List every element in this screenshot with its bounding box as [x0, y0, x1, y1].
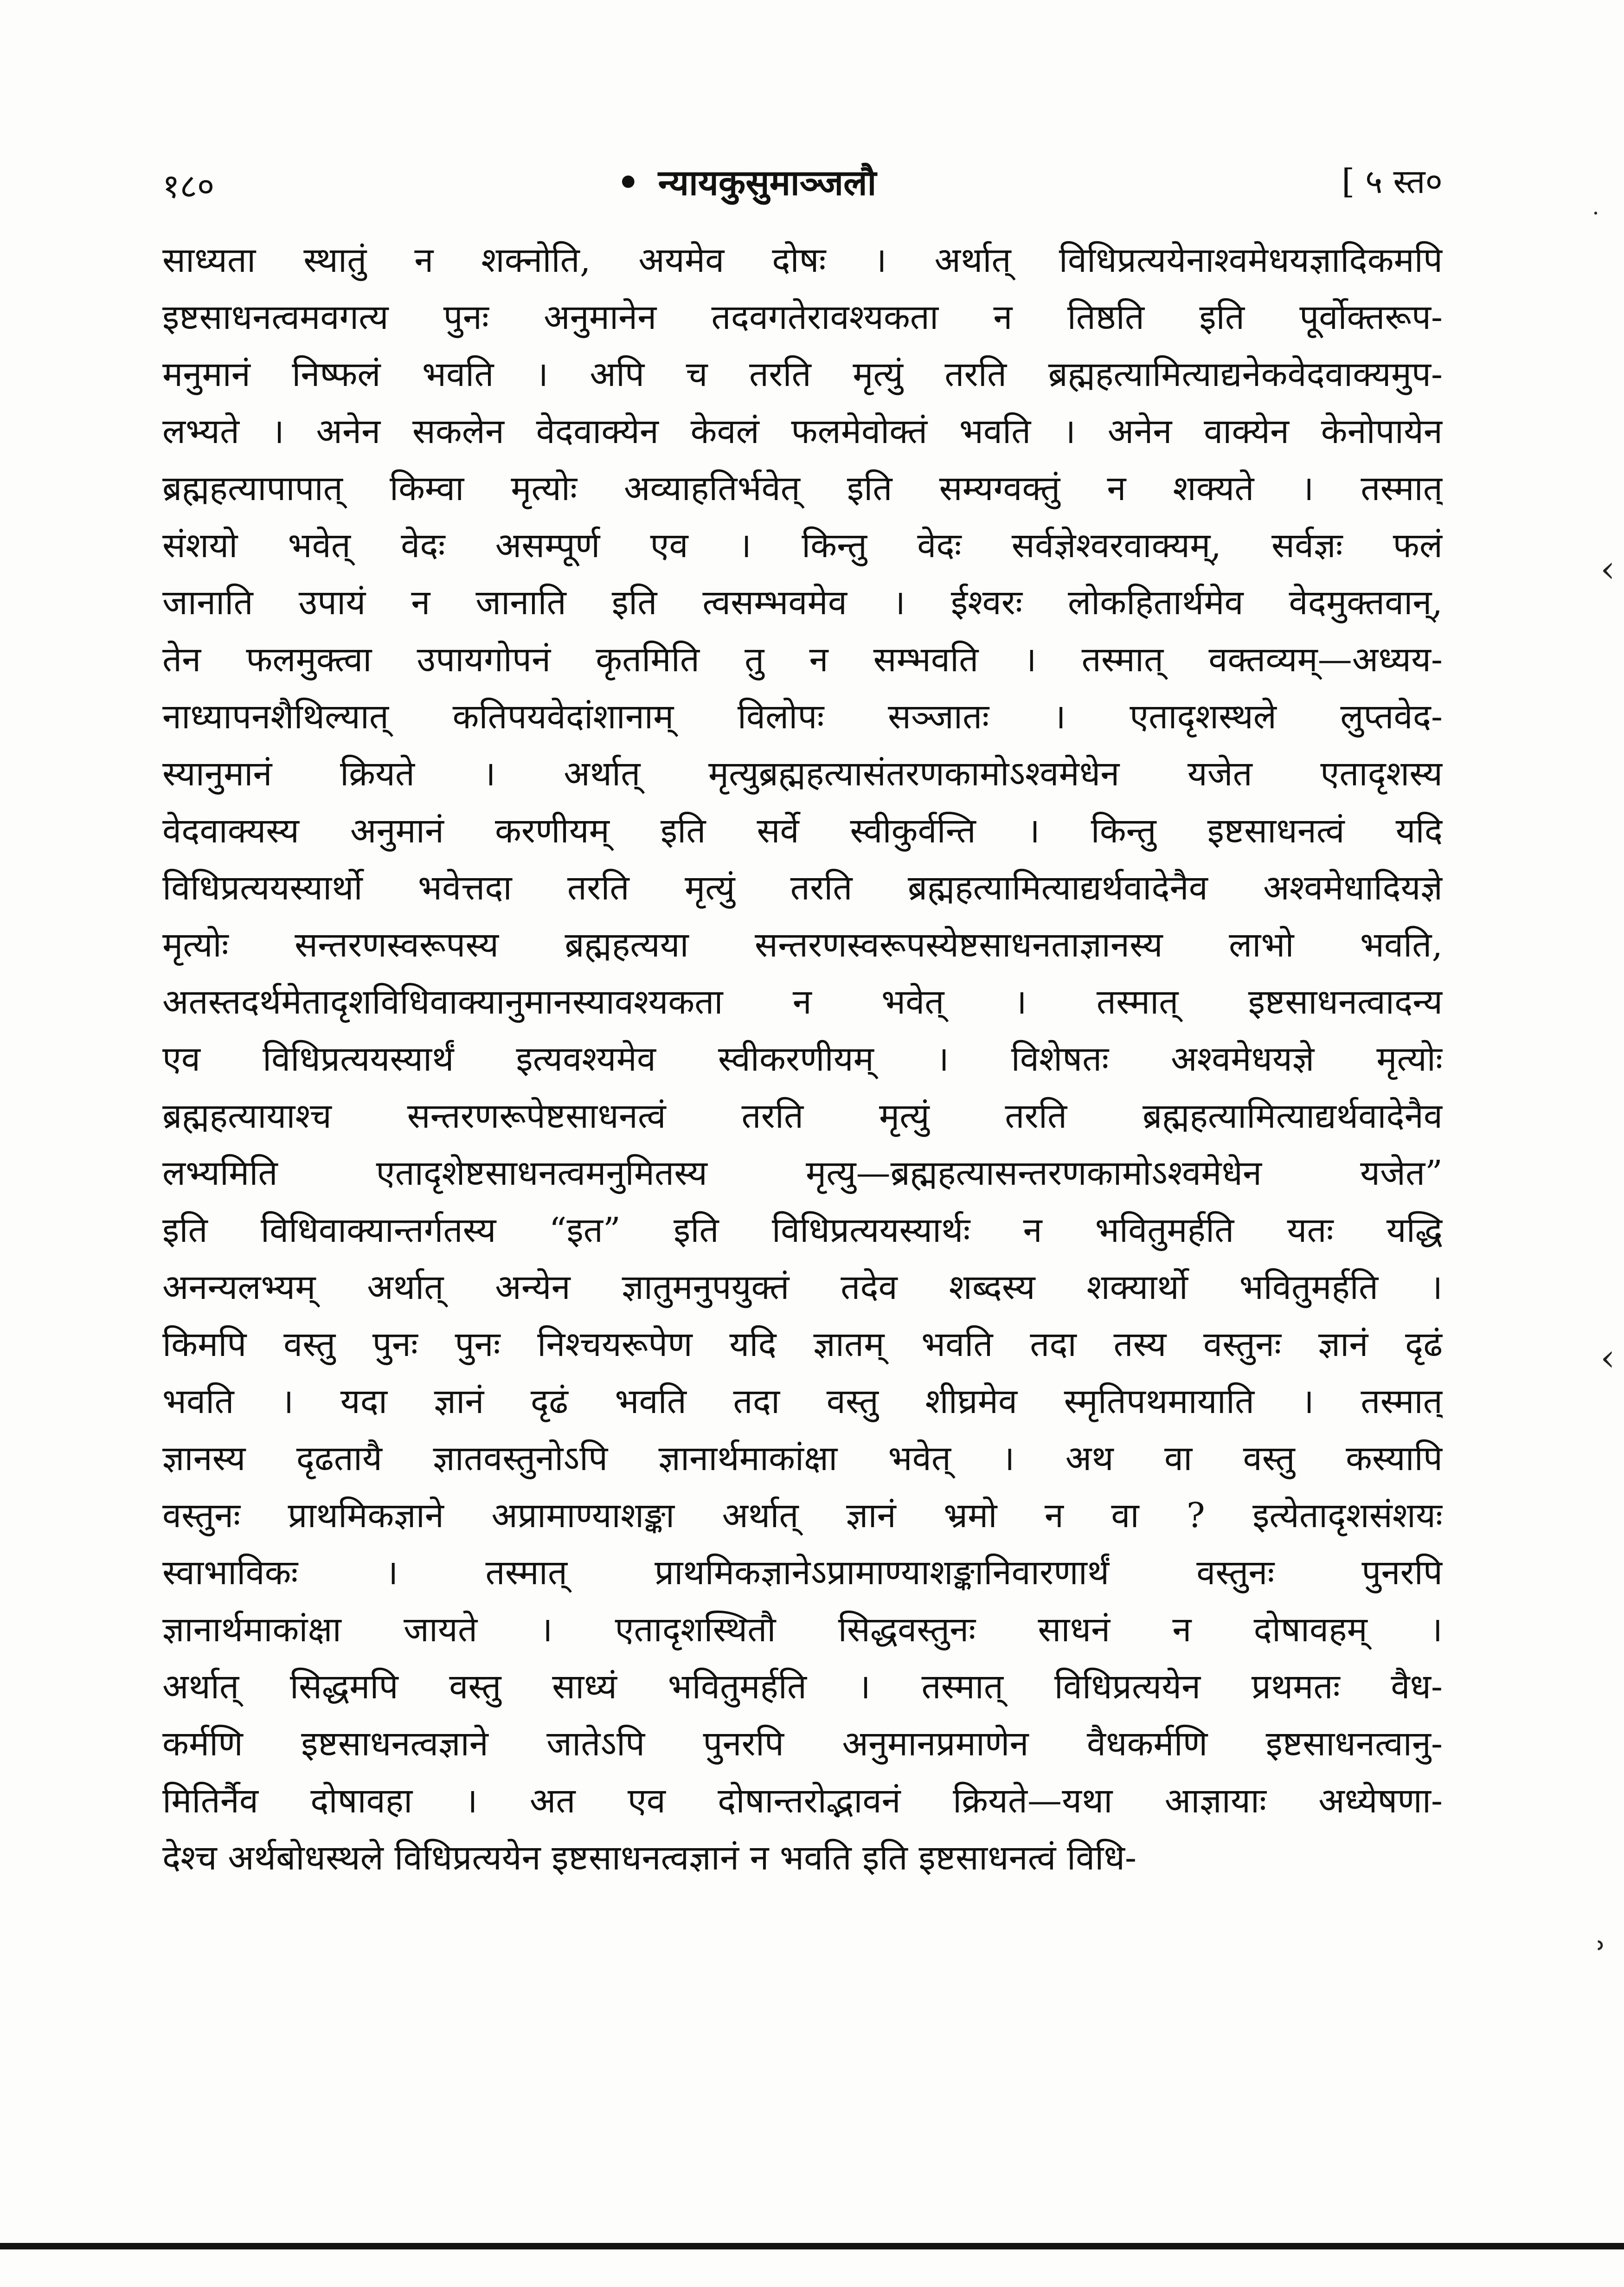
- text-line: वेदवाक्यस्य अनुमानं करणीयम् इति सर्वे स्वीकुर्वन्ति । किन्तु इष्टसाधनत्वं यदि: [162, 811, 1443, 851]
- scan-mark-low: ˒: [1596, 1925, 1607, 1968]
- page-header: [162, 153, 1443, 213]
- text-line: ज्ञानस्य दृढतायै ज्ञातवस्तुनोऽपि ज्ञानार्थमाकांक्षा भवेत् । अथ वा वस्तु कस्यापि: [162, 1439, 1443, 1478]
- page-number: १८०: [162, 167, 215, 206]
- text-line: जानाति उपायं न जानाति इति त्वसम्भवमेव । ईश्वरः लोकहितार्थमेव वेदमुक्तवान्,: [162, 583, 1443, 623]
- text-line: नाध्यापनशैथिल्यात् कतिपयवेदांशानाम् विलोपः सञ्जातः । एतादृशस्थले लुप्तवेद-: [162, 697, 1443, 737]
- text-line: मनुमानं निष्फलं भवति । अपि च तरति मृत्युं तरति ब्रह्महत्यामित्याद्यनेकवेदवाक्यमुप-: [162, 354, 1443, 394]
- text-line: विधिप्रत्ययस्यार्थो भवेत्तदा तरति मृत्युं तरति ब्रह्महत्यामित्याद्यर्थवादेनैव अश्वमेधादियज्ञे: [162, 868, 1443, 908]
- text-line: ब्रह्महत्यापापात् किम्वा मृत्योः अव्याहतिर्भवेत् इति सम्यग्वक्तुं न शक्यते । तस्मात्: [162, 469, 1443, 508]
- text-line: मृत्योः सन्तरणस्वरूपस्य ब्रह्महत्यया सन्तरणस्वरूपस्येष्टसाधनताज्ञानस्य लाभो भवति,: [162, 925, 1443, 965]
- text-line: अर्थात् सिद्धमपि वस्तु साध्यं भवितुमर्हति । तस्मात् विधिप्रत्ययेन प्रथमतः वैध-: [162, 1667, 1443, 1707]
- text-line: इष्टसाधनत्वमवगत्य पुनः अनुमानेन तदवगतेरावश्यकता न तिष्ठति इति पूर्वोक्तरूप-: [162, 297, 1443, 337]
- running-title: • न्यायकुसुमाञ्जलौ: [617, 158, 876, 206]
- text-line: भवति । यदा ज्ञानं दृढं भवति तदा वस्तु शीघ्रमेव स्मृतिपथमायाति । तस्मात्: [162, 1381, 1443, 1421]
- text-line: अनन्यलभ्यम् अर्थात् अन्येन ज्ञातुमनुपयुक्तं तदेव शब्दस्य शक्यार्थो भवितुमर्हति ।: [162, 1267, 1443, 1307]
- text-line: स्वाभाविकः । तस्मात् प्राथमिकज्ञानेऽप्रामाण्याशङ्कानिवारणार्थं वस्तुनः पुनरपि: [162, 1553, 1443, 1593]
- text-line: साध्यता स्थातुं न शक्नोति, अयमेव दोषः । अर्थात् विधिप्रत्ययेनाश्वमेधयज्ञादिकमपि: [162, 240, 1443, 280]
- text-line: एव विधिप्रत्ययस्यार्थं इत्यवश्यमेव स्वीकरणीयम् । विशेषतः अश्वमेधयज्ञे मृत्योः: [162, 1039, 1443, 1079]
- scan-mark-mid1: ‹: [1600, 547, 1615, 591]
- text-line: लभ्यते । अनेन सकलेन वेदवाक्येन केवलं फलमेवोक्तं भवति । अनेन वाक्येन केनोपायेन: [162, 411, 1443, 451]
- bottom-rule: [0, 2243, 1624, 2249]
- body-text: [162, 232, 1443, 2111]
- text-line: वस्तुनः प्राथमिकज्ञाने अप्रामाण्याशङ्का अर्थात् ज्ञानं भ्रमो न वा ? इत्येतादृशसंशयः: [162, 1496, 1443, 1535]
- text-line: ब्रह्महत्यायाश्च सन्तरणरूपेष्टसाधनत्वं तरति मृत्युं तरति ब्रह्महत्यामित्याद्यर्थवादेनैव: [162, 1096, 1443, 1136]
- text-line: लभ्यमिति एतादृशेष्टसाधनत्वमनुमितस्य मृत्यु—ब्रह्महत्यासन्तरणकामोऽश्वमेधेन यजेत”: [162, 1153, 1443, 1193]
- section-label: [ ५ स्त०: [1342, 162, 1443, 201]
- text-line: किमपि वस्तु पुनः पुनः निश्चयरूपेण यदि ज्ञातम् भवति तदा तस्य वस्तुनः ज्ञानं दृढं: [162, 1324, 1443, 1364]
- text-line: देश्च अर्थबोधस्थले विधिप्रत्ययेन इष्टसाधनत्वज्ञानं न भवति इति इष्टसाधनत्वं विधि-: [162, 1838, 1136, 1878]
- text-line: इति विधिवाक्यान्तर्गतस्य “इत” इति विधिप्रत्ययस्यार्थः न भवितुमर्हति यतः यद्धि: [162, 1210, 1443, 1250]
- text-line: ज्ञानार्थमाकांक्षा जायते । एतादृशस्थितौ सिद्धवस्तुनः साधनं न दोषावहम् ।: [162, 1610, 1443, 1650]
- text-line: अतस्तदर्थमेतादृशविधिवाक्यानुमानस्यावश्यकता न भवेत् । तस्मात् इष्टसाधनत्वादन्य: [162, 982, 1443, 1022]
- text-line: मितिर्नैव दोषावहा । अत एव दोषान्तरोद्भावनं क्रियते—यथा आज्ञायाः अध्येषणा-: [162, 1781, 1443, 1821]
- text-line: संशयो भवेत् वेदः असम्पूर्ण एव । किन्तु वेदः सर्वज्ञेश्वरवाक्यम्, सर्वज्ञः फलं: [162, 526, 1443, 565]
- text-line: कर्मणि इष्टसाधनत्वज्ञाने जातेऽपि पुनरपि अनुमानप्रमाणेन वैधकर्मणि इष्टसाधनत्वानु-: [162, 1724, 1443, 1764]
- scan-mark-mid2: ‹: [1600, 1336, 1615, 1379]
- text-line: स्यानुमानं क्रियते । अर्थात् मृत्युब्रह्महत्यासंतरणकामोऽश्वमेधेन यजेत एतादृशस्य: [162, 754, 1443, 794]
- text-line: तेन फलमुक्त्वा उपायगोपनं कृतमिति तु न सम्भवति । तस्मात् वक्तव्यम्—अध्यय-: [162, 640, 1443, 680]
